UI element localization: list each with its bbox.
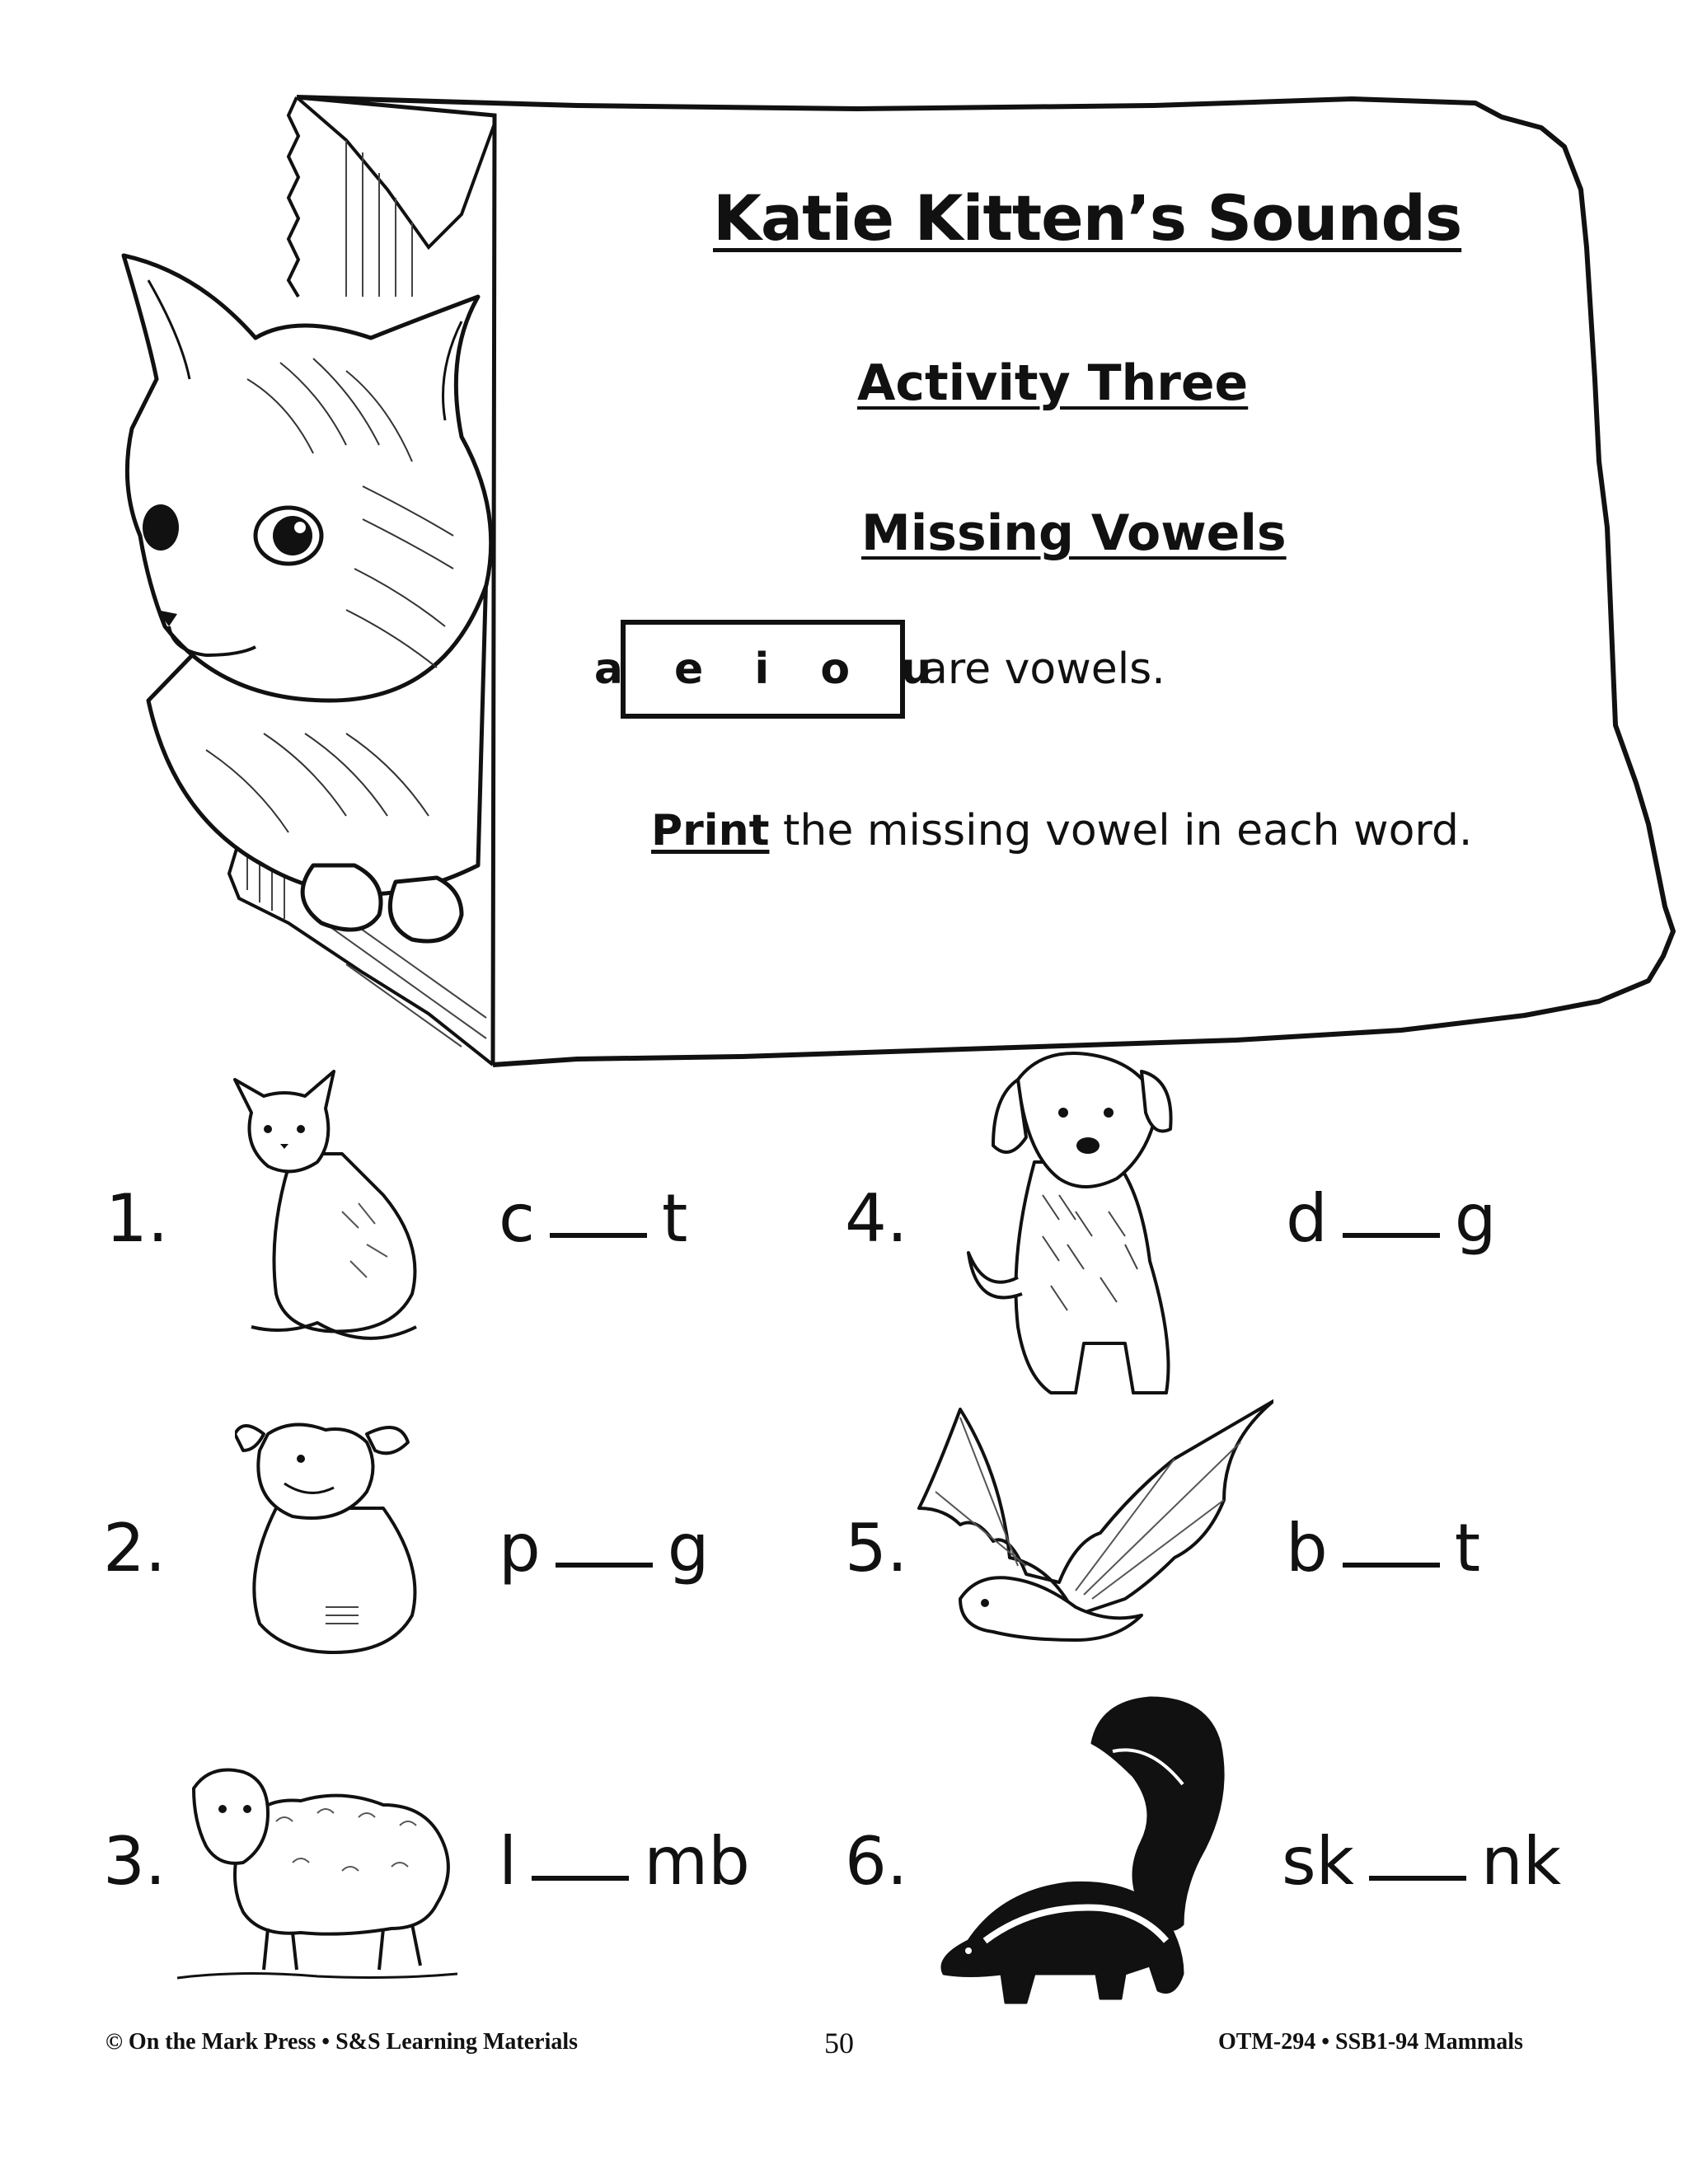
page-number: 50 — [824, 2027, 854, 2060]
answer-blank[interactable] — [556, 1563, 653, 1568]
vowel-box: a e i o u — [621, 620, 905, 719]
exercise-number: 5. — [845, 1510, 908, 1586]
cat-icon — [218, 1063, 433, 1343]
word-start: b — [1286, 1510, 1328, 1586]
word-end: t — [1454, 1510, 1481, 1586]
vowel-caption: are vowels. — [921, 644, 1165, 694]
answer-blank[interactable] — [1369, 1876, 1466, 1881]
instruction-rest: the missing vowel in each word. — [769, 806, 1473, 855]
word-puzzle — [499, 1823, 750, 1900]
exercise-number: 6. — [845, 1823, 908, 1900]
page-title: Katie Kitten’s Sounds — [713, 181, 1462, 255]
pig-icon — [235, 1409, 433, 1657]
exercise-number: 1. — [106, 1180, 169, 1257]
bat-icon — [911, 1393, 1273, 1657]
exercise-number: 3. — [103, 1823, 166, 1900]
word-end: nk — [1481, 1823, 1562, 1900]
instruction-text — [651, 806, 1472, 855]
word-puzzle — [1286, 1180, 1497, 1257]
word-start: c — [499, 1180, 535, 1257]
word-start: sk — [1282, 1823, 1355, 1900]
word-start: p — [499, 1510, 541, 1586]
exercise-number: 4. — [845, 1180, 908, 1257]
word-end: mb — [644, 1823, 750, 1900]
instruction-verb: Print — [651, 806, 770, 855]
word-start: l — [499, 1823, 518, 1900]
footer-product-code: OTM-294 • SSB1-94 Mammals — [1218, 2029, 1523, 2055]
footer-publisher: © On the Mark Press • S&S Learning Materials — [106, 2029, 579, 2055]
word-end: g — [1454, 1180, 1497, 1257]
word-puzzle — [1282, 1823, 1561, 1900]
word-end: g — [667, 1510, 710, 1586]
answer-blank[interactable] — [550, 1233, 647, 1238]
activity-heading: Activity Three — [857, 354, 1249, 412]
word-puzzle — [499, 1180, 687, 1257]
topic-heading: Missing Vowels — [861, 504, 1287, 562]
answer-blank[interactable] — [1343, 1233, 1440, 1238]
word-end: t — [661, 1180, 688, 1257]
word-puzzle — [499, 1510, 710, 1586]
skunk-icon — [935, 1694, 1240, 2007]
exercise-number: 2. — [103, 1510, 166, 1586]
kitten-illustration — [99, 239, 610, 1063]
dog-icon — [960, 1047, 1191, 1409]
answer-blank[interactable] — [532, 1876, 629, 1881]
lamb-icon — [177, 1764, 457, 1986]
answer-blank[interactable] — [1343, 1563, 1440, 1568]
word-start: d — [1286, 1180, 1328, 1257]
word-puzzle — [1286, 1510, 1480, 1586]
